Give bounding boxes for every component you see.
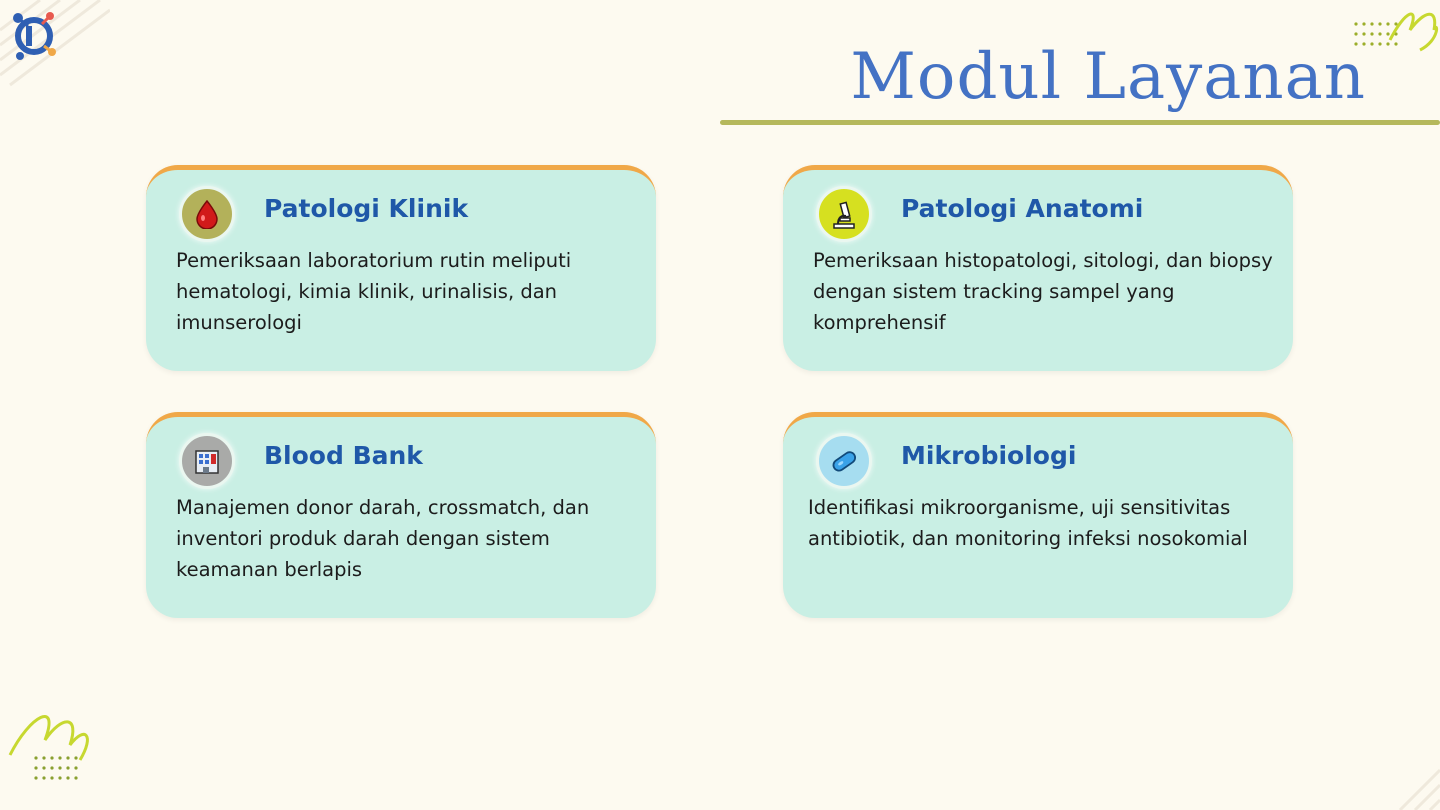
card-description: Identifikasi mikroorganisme, uji sensitivitas antibiotik, dan monitoring infeksi nosokomial	[808, 496, 1248, 550]
wave-lines-decoration	[0, 620, 360, 810]
title-underline	[720, 120, 1440, 125]
card-description: Manajemen donor darah, crossmatch, dan inventori produk darah dengan sistem keamanan berlapis	[176, 496, 590, 581]
service-card-patologi-anatomi	[783, 165, 1293, 371]
page-title: Modul Layanan	[850, 40, 1366, 114]
bacteria-icon	[816, 433, 872, 489]
blood-drop-icon	[179, 186, 235, 242]
card-title: Patologi Klinik	[264, 194, 469, 223]
card-description: Pemeriksaan laboratorium rutin meliputi hematologi, kimia klinik, urinalisis, dan imunserologi	[176, 249, 572, 334]
card-title: Mikrobiologi	[901, 441, 1077, 470]
card-title: Patologi Anatomi	[901, 194, 1144, 223]
service-card-mikrobiologi	[783, 412, 1293, 618]
hospital-icon	[179, 433, 235, 489]
card-title: Blood Bank	[264, 441, 423, 470]
service-card-patologi-klinik	[146, 165, 656, 371]
corner-stripes-decoration	[1380, 750, 1440, 810]
card-description: Pemeriksaan histopatologi, sitologi, dan biopsy dengan sistem tracking sampel yang komprehensif	[813, 249, 1273, 334]
logo-icon	[8, 6, 60, 64]
service-card-blood-bank	[146, 412, 656, 618]
microscope-icon	[816, 186, 872, 242]
